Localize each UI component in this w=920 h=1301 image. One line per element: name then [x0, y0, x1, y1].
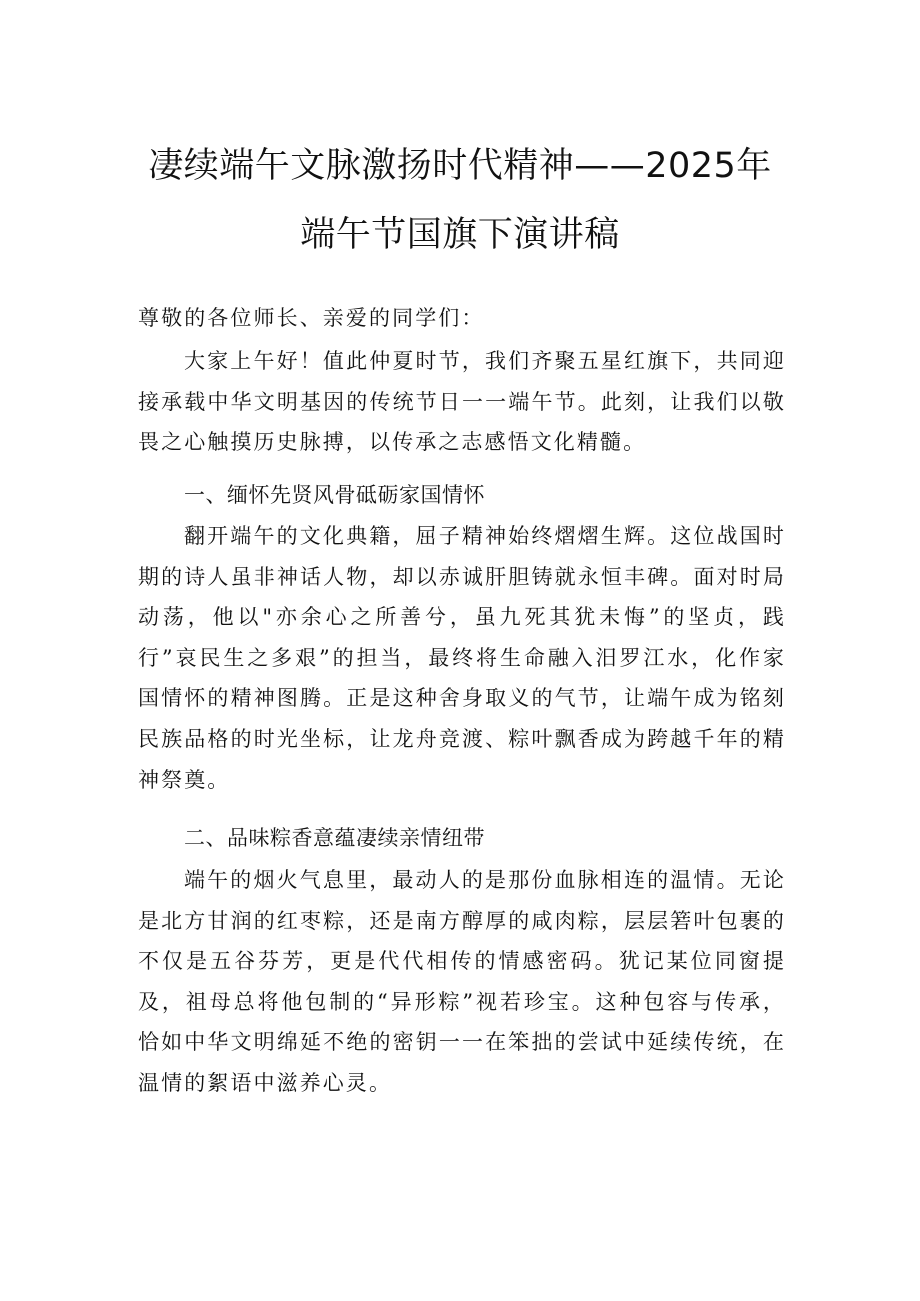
document-title-line-1: 凄续端午文脉激扬时代精神——2025年	[148, 146, 772, 186]
document-title-line-2: 端午节国旗下演讲稿	[300, 215, 620, 255]
intro-paragraph: 大家上午好！值此仲夏时节，我们齐聚五星红旗下，共同迎接承载中华文明基因的传统节日一一端午节。此刻，让我们以敬畏之心触摸历史脉搏，以传承之志感悟文化精髓。	[138, 349, 786, 455]
section-2-paragraph: 端午的烟火气息里，最动人的是那份血脉相连的温情。无论是北方甘润的红枣粽，还是南方醇厚的咸肉粽，层层箬叶包裹的不仅是五谷芬芳，更是代代相传的情感密码。犹记某位同窗提及，祖母总将他包制的“异形粽”视若珍宝。这种包容与传承，恰如中华文明绵延不绝的密钥一一在笨拙的尝试中延续传统，在温情的絮语中滋养心灵。	[138, 868, 786, 1095]
section-1-heading: 一、缅怀先贤风骨砥砺家国情怀	[184, 483, 485, 507]
section-2-heading: 二、品味粽香意蕴凄续亲情纽带	[184, 826, 485, 850]
salutation: 尊敬的各位师长、亲爱的同学们：	[138, 306, 485, 330]
section-1-paragraph: 翻开端午的文化典籍，屈子精神始终熠熠生辉。这位战国时期的诗人虽非神话人物，却以赤诚肝胆铸就永恒丰碑。面对时局动荡，他以"亦余心之所善兮，虽九死其犹未悔”的坚贞，践行”哀民生之多艰”的担当，最终将生命融入汨罗江水，化作家国情怀的精神图腾。正是这种舍身取义的气节，让端午成为铭刻民族品格的时光坐标，让龙舟竞渡、粽叶飘香成为跨越千年的精神祭奠。	[138, 524, 786, 792]
